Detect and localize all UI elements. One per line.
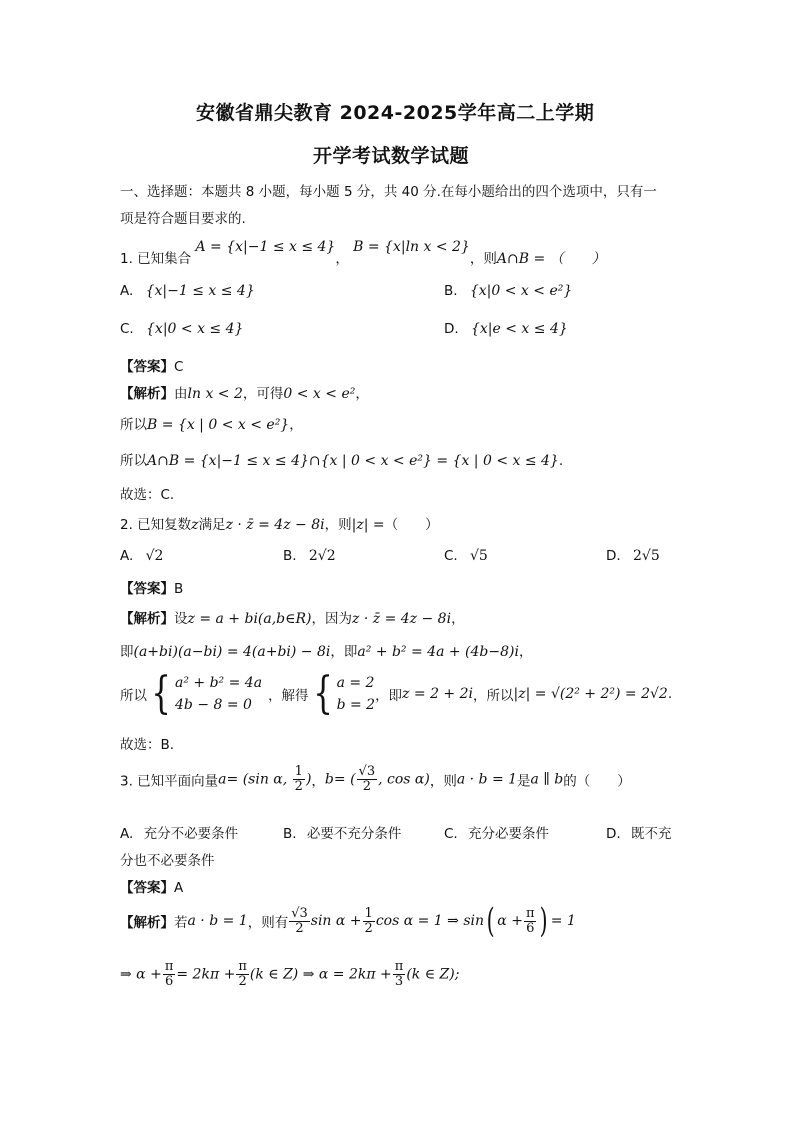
q2-answer bbox=[120, 577, 183, 597]
q1-stem bbox=[120, 239, 606, 268]
option-label: D. bbox=[606, 826, 621, 842]
vector-b: b bbox=[324, 771, 334, 788]
option-label: A. bbox=[120, 283, 134, 299]
text: （ ） bbox=[384, 517, 439, 533]
math: cos α = 1 ⇒ sin bbox=[375, 913, 485, 929]
q3-option-d-continued: 分也不必要条件 bbox=[120, 853, 215, 869]
denominator: 2 bbox=[295, 920, 304, 936]
option-label: D. bbox=[444, 321, 459, 337]
option-label: B. bbox=[283, 826, 297, 842]
q2-option-b bbox=[283, 548, 336, 564]
title-line-1: 安徽省鼎尖教育 2024-2025学年高二上学期 bbox=[196, 102, 595, 124]
q1-analysis-1 bbox=[120, 382, 369, 402]
answer-value: A bbox=[174, 880, 184, 896]
option-text: 充分不必要条件 bbox=[143, 826, 239, 842]
math: z · z̄ = 4z − 8i bbox=[225, 517, 325, 533]
math: 0 < x < e² bbox=[283, 386, 356, 402]
denominator: 2 bbox=[294, 779, 303, 794]
q2-stem bbox=[120, 513, 439, 533]
math: z = a + bi(a,b∈R) bbox=[187, 611, 312, 627]
text: ，即 bbox=[375, 688, 403, 704]
math: α + bbox=[497, 913, 523, 929]
option-label: A. bbox=[120, 826, 134, 842]
fraction bbox=[363, 907, 375, 936]
text: ，因为 bbox=[311, 611, 353, 627]
text: 设 bbox=[174, 611, 188, 627]
section-intro-line-2: 项是符合题目要求的. bbox=[120, 211, 246, 227]
numerator: √3 bbox=[358, 764, 376, 779]
denominator: 3 bbox=[394, 974, 404, 989]
denominator: 6 bbox=[526, 920, 535, 936]
q3-stem bbox=[120, 765, 631, 794]
fraction bbox=[163, 960, 176, 989]
math: sin α + bbox=[310, 913, 362, 929]
text: ，则 bbox=[324, 517, 352, 533]
fraction bbox=[357, 765, 378, 794]
text: ，解得 bbox=[268, 688, 309, 704]
answer-tag: 【答案】 bbox=[120, 359, 174, 375]
title-line-2: 开学考试数学试题 bbox=[313, 145, 470, 167]
text: 即 bbox=[120, 644, 134, 660]
paren-close: ) bbox=[540, 901, 549, 941]
paren-open: ( bbox=[486, 901, 495, 941]
math: A∩B = {x|−1 ≤ x ≤ 4}∩{x | 0 < x < e²} = {x | 0 < x ≤ 4} bbox=[147, 453, 559, 469]
text: 所以 bbox=[120, 417, 147, 433]
denominator: 2 bbox=[362, 779, 371, 794]
q2-conclusion: 故选：B. bbox=[120, 737, 175, 753]
text: 所以 bbox=[120, 453, 147, 469]
text: ， bbox=[311, 773, 325, 790]
q1-conclusion: 故选：C. bbox=[120, 487, 175, 503]
text: ，则 bbox=[429, 773, 457, 790]
text: 若 bbox=[174, 915, 188, 931]
answer-value: C bbox=[174, 359, 184, 375]
option-text: 2√5 bbox=[632, 548, 660, 564]
fraction bbox=[393, 960, 406, 989]
text: 的（ ） bbox=[563, 773, 631, 790]
answer-tag: 【答案】 bbox=[120, 581, 174, 597]
text: ， bbox=[518, 644, 533, 660]
text: 2. 已知复数 bbox=[120, 517, 192, 533]
equation: b = 2 bbox=[336, 697, 376, 713]
text: . bbox=[558, 453, 564, 469]
option-label: B. bbox=[283, 548, 297, 564]
option-text: {x|0 < x < e²} bbox=[469, 283, 573, 299]
denominator: 2 bbox=[364, 920, 373, 936]
text: ， bbox=[355, 386, 369, 402]
numerator: π bbox=[238, 959, 247, 974]
answer-tag: 【答案】 bbox=[120, 880, 174, 896]
numerator: 1 bbox=[364, 905, 373, 921]
option-text: √2 bbox=[145, 548, 164, 564]
math: ) bbox=[305, 771, 312, 788]
section-intro-line-1: 一、选择题：本题共 8 小题，每小题 5 分，共 40 分.在每小题给出的四个选项中，只有一 bbox=[120, 184, 657, 200]
q2-option-d bbox=[606, 548, 660, 564]
option-label: C. bbox=[120, 321, 134, 337]
q3-analysis-1 bbox=[120, 901, 576, 941]
text: ，所以 bbox=[473, 688, 514, 704]
text: 3. 已知平面向量 bbox=[120, 773, 219, 790]
q3-option-c bbox=[444, 822, 549, 842]
numerator: π bbox=[394, 959, 404, 974]
q2-option-a bbox=[120, 548, 163, 564]
option-label: D. bbox=[606, 548, 621, 564]
math: (k ∈ Z) ⇒ α = 2kπ + bbox=[249, 966, 392, 983]
vector-a: a bbox=[218, 771, 227, 788]
option-text: {x|0 < x ≤ 4} bbox=[146, 321, 244, 337]
text: ，即 bbox=[330, 644, 358, 660]
q1-option-b bbox=[444, 283, 572, 299]
answer-value: B bbox=[174, 581, 184, 597]
math: = (sin α, bbox=[226, 771, 292, 788]
q1-option-a bbox=[120, 283, 255, 299]
option-label: A. bbox=[120, 548, 134, 564]
option-text: 充分必要条件 bbox=[468, 826, 550, 842]
q3-option-b bbox=[283, 822, 401, 842]
fraction bbox=[524, 907, 537, 936]
math: = 2kπ + bbox=[176, 966, 236, 983]
math: (k ∈ Z); bbox=[406, 966, 460, 983]
equation: a = 2 bbox=[336, 675, 375, 691]
q2-analysis-2 bbox=[120, 640, 532, 660]
math: |z| = bbox=[351, 517, 385, 533]
text: ， bbox=[289, 417, 303, 433]
math: , cos α) bbox=[378, 771, 430, 788]
option-label: C. bbox=[444, 548, 458, 564]
option-text: {x|−1 ≤ x ≤ 4} bbox=[145, 283, 255, 299]
q1-ask: A∩B = （ ） bbox=[496, 251, 606, 267]
text: . bbox=[667, 686, 673, 702]
fraction bbox=[236, 960, 249, 989]
q3-answer bbox=[120, 876, 183, 896]
numerator: 1 bbox=[294, 764, 303, 779]
q1-set-b: B = {x|ln x < 2} bbox=[353, 239, 470, 255]
math: z · z̄ = 4z − 8i bbox=[352, 611, 452, 627]
q1-comma: ， bbox=[335, 251, 349, 267]
equation: 4b − 8 = 0 bbox=[175, 697, 252, 713]
q1-analysis-2 bbox=[120, 413, 303, 433]
text: ， bbox=[451, 611, 465, 627]
q1-suffix: ，则 bbox=[469, 251, 497, 267]
equation-system bbox=[175, 672, 262, 716]
q2-analysis-3 bbox=[120, 668, 673, 719]
q3-option-d bbox=[606, 822, 671, 842]
math: a² + b² = 4a + (4b−8)i bbox=[357, 644, 519, 660]
analysis-tag: 【解析】 bbox=[120, 611, 174, 627]
fraction bbox=[293, 765, 305, 794]
q1-option-c bbox=[120, 321, 243, 337]
text: ，则有 bbox=[247, 915, 289, 931]
math: a · b = 1 bbox=[187, 913, 248, 929]
numerator: π bbox=[525, 905, 535, 921]
denominator: 2 bbox=[238, 974, 247, 989]
option-text: √5 bbox=[470, 548, 488, 564]
math: (a+bi)(a−bi) = 4(a+bi) − 8i bbox=[133, 644, 331, 660]
math: B = {x | 0 < x < e²} bbox=[147, 417, 290, 433]
q2-analysis-1 bbox=[120, 607, 465, 627]
q2-option-c bbox=[444, 548, 488, 564]
denominator: 6 bbox=[164, 974, 174, 989]
fraction bbox=[289, 907, 310, 936]
math: ln x < 2 bbox=[187, 386, 243, 402]
q1-prefix: 1. 已知集合 bbox=[120, 251, 192, 267]
equation: a² + b² = 4a bbox=[175, 675, 263, 691]
q3-analysis-2 bbox=[120, 960, 459, 989]
option-label: C. bbox=[444, 826, 458, 842]
math: z bbox=[191, 517, 199, 533]
q1-set-a: A = {x|−1 ≤ x ≤ 4} bbox=[195, 239, 336, 255]
solution-system bbox=[337, 672, 376, 716]
numerator: √3 bbox=[291, 905, 308, 921]
q1-option-d bbox=[444, 321, 568, 337]
math: = ( bbox=[333, 771, 356, 788]
math: a · b = 1 bbox=[456, 771, 518, 788]
q3-option-a bbox=[120, 822, 238, 842]
option-text: 必要不充分条件 bbox=[306, 826, 402, 842]
text: 所以 bbox=[120, 688, 147, 704]
text: 满足 bbox=[198, 517, 226, 533]
q1-answer bbox=[120, 355, 183, 375]
q1-analysis-3 bbox=[120, 449, 563, 469]
left-brace: { bbox=[151, 668, 171, 719]
option-text: 既不充 bbox=[630, 826, 672, 842]
option-text: {x|e < x ≤ 4} bbox=[470, 321, 568, 337]
math: z = 2 + 2i bbox=[402, 686, 473, 702]
text: 由 bbox=[174, 386, 188, 402]
option-label: B. bbox=[444, 283, 458, 299]
left-brace: { bbox=[312, 668, 333, 719]
analysis-tag: 【解析】 bbox=[120, 915, 174, 931]
option-text: 2√2 bbox=[308, 548, 336, 564]
numerator: π bbox=[164, 959, 174, 974]
math: a ∥ b bbox=[530, 771, 564, 788]
math: |z| = √(2² + 2²) = 2√2 bbox=[513, 686, 668, 702]
math: ⇒ α + bbox=[120, 966, 162, 983]
text: 是 bbox=[517, 773, 531, 790]
text: ，可得 bbox=[242, 386, 284, 402]
math: = 1 bbox=[550, 913, 576, 929]
analysis-tag: 【解析】 bbox=[120, 386, 174, 402]
